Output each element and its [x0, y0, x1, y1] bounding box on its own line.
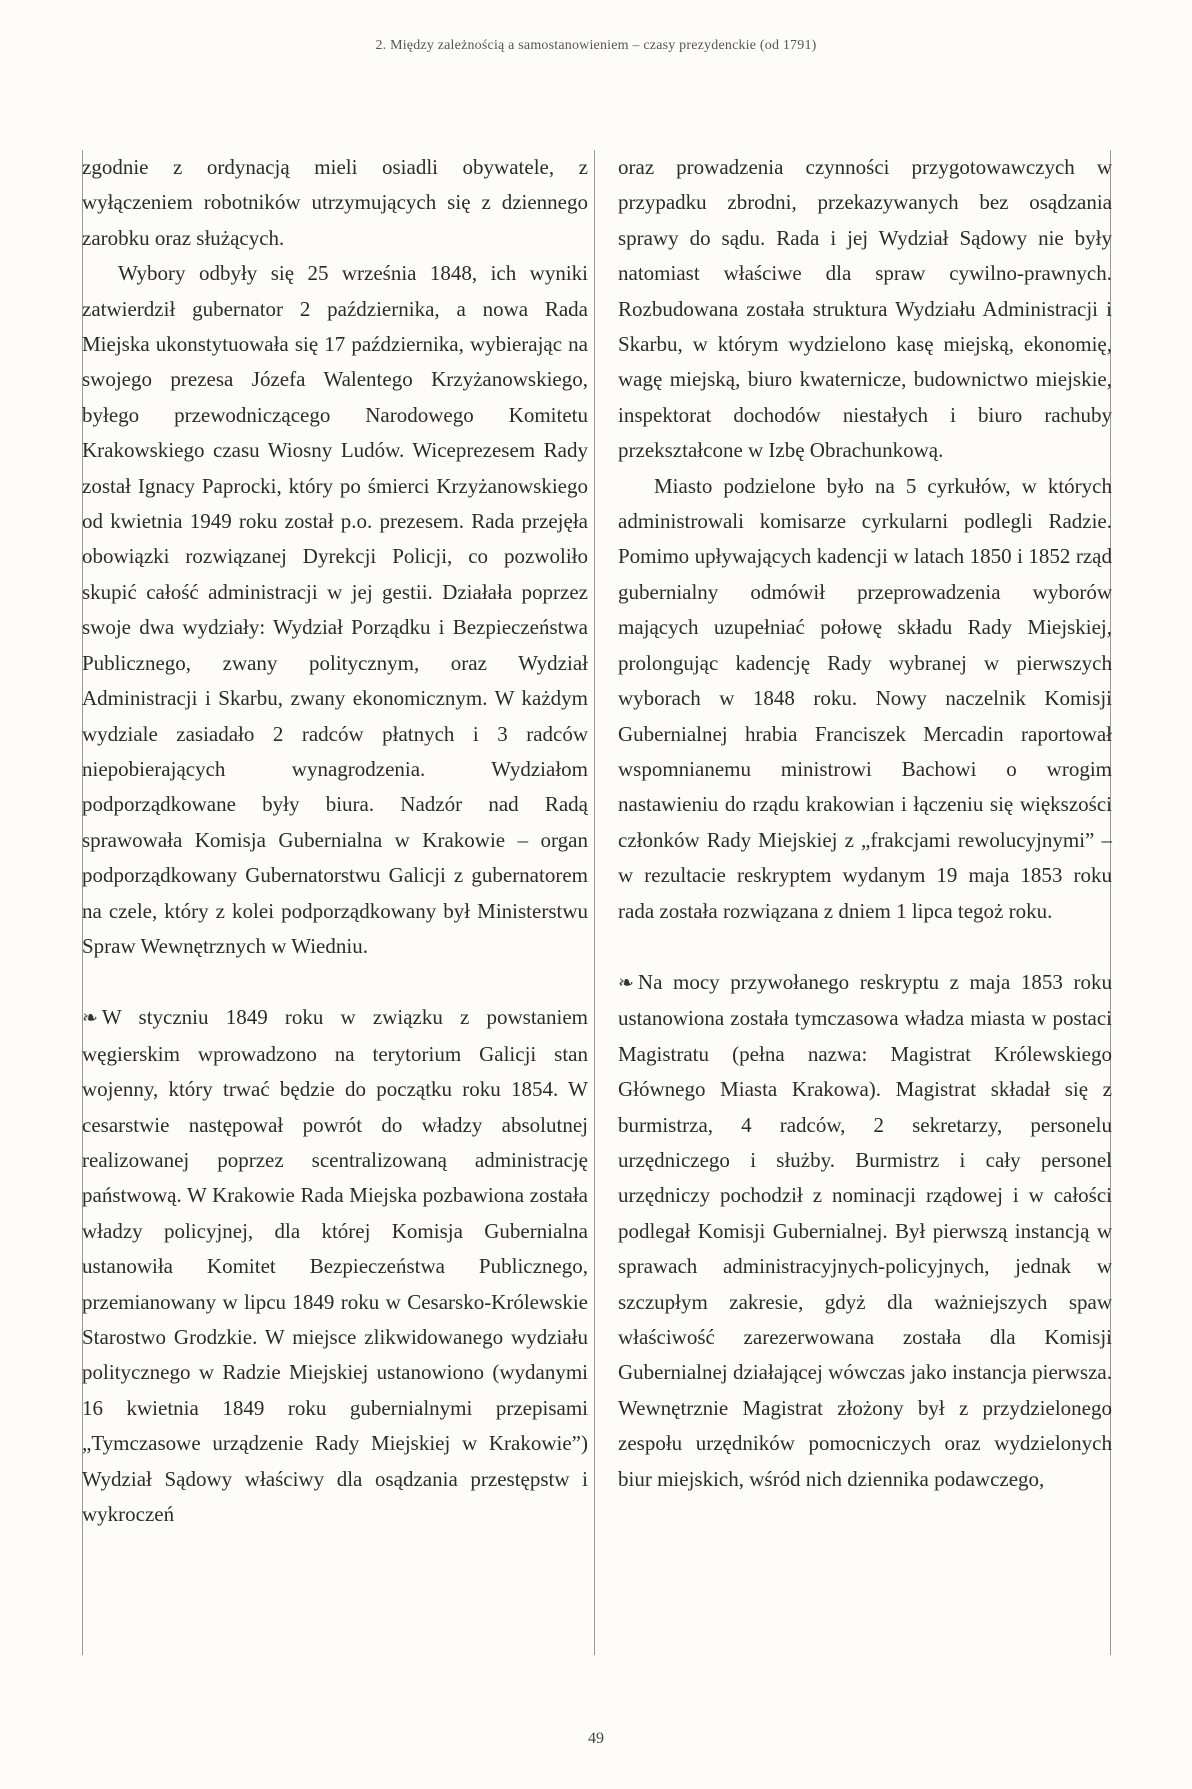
fleuron-icon: ❧: [618, 972, 634, 994]
section-gap: [82, 964, 588, 1000]
left-paragraph-1: zgodnie z ordynacją mieli osiadli obywatele, z wyłączeniem robotników utrzymujących się z dziennego zarobku oraz służących.: [82, 155, 588, 250]
left-paragraph-3-text: W styczniu 1849 roku w związku z powstaniem węgierskim wprowadzono na terytorium Galicji stan wojenny, który trwać będzie do początku roku 1854. W cesarstwie następował powrót do władzy absolutnej realizowanej poprzez scentralizowaną administrację państwową. W Krakowie Rada Miejska pozbawiona została władzy policyjnej, dla której Komisja Gubernialna ustanowiła Komitet Bezpieczeństwa Publicznego, przemianowany w lipcu 1849 roku w Cesarsko-Królewskie Starostwo Grodzkie. W miejsce zlikwidowanego wydziału politycznego w Radzie Miejskiej ustanowiono (wydanymi 16 kwietnia 1849 roku gubernialnymi przepisami „Tymczasowe urządzenie Rady Miejskiej w Krakowie”) Wydział Sądowy właściwy dla osądzania przestępstw i wykroczeń: [82, 1005, 588, 1527]
left-column: [82, 150, 600, 1655]
right-paragraph-3-text: Na mocy przywołanego reskryptu z maja 1853 roku ustanowiona została tymczasowa władza miasta w postaci Magistratu (pełna nazwa: Magistrat Królewskiego Głównego Miasta Krakowa). Magistrat składał się z burmistrza, 4 radców, 2 sekretarzy, personelu urzędniczego i służby. Burmistrz i cały personel urzędniczy pochodził z nominacji rządowej i w całości podlegał Komisji Gubernialnej. Był pierwszą instancją w sprawach administracyjnych-policyjnych, jednak w szczupłym zakresie, gdyż dla ważniejszych spaw właściwość zarezerwowana została dla Komisji Gubernialnej działającej wówczas jako instancja pierwsza. Wewnętrznie Magistrat złożony był z przydzielonego zespołu urzędników pomocniczych oraz wydzielonych biur miejskich, wśród nich dziennika podawczego,: [618, 969, 1112, 1491]
right-paragraph-1: oraz prowadzenia czynności przygotowawczych w przypadku zbrodni, przekazywanych bez osądzania sprawy do sądu. Rada i jej Wydział Sądowy nie były natomiast właściwe dla spraw cywilno-prawnych. Rozbudowana została struktura Wydziału Administracji i Skarbu, w którym wydzielono kasę miejską, ekonomię, wagę miejską, biuro kwaternicze, budownictwo miejskie, inspektorat dochodów niestałych i biuro rachuby przekształcone w Izbę Obrachunkową.: [618, 155, 1112, 463]
section-gap: [618, 929, 1112, 965]
running-head: 2. Między zależnością a samostanowieniem – czasy prezydenckie (od 1791): [375, 38, 817, 53]
page-number: 49: [588, 1730, 604, 1747]
left-paragraph-2: Wybory odbyły się 25 września 1848, ich wyniki zatwierdził gubernator 2 października, a nowa Rada Miejska ukonstytuowała się 17 października, wybierając na swojego prezesa Józefa Walentego Krzyżanowskiego, byłego przewodniczącego Narodowego Komitetu Krakowskiego czasu Wiosny Ludów. Wiceprezesem Rady został Ignacy Paprocki, który po śmierci Krzyżanowskiego od kwietnia 1949 roku został p.o. prezesem. Rada przejęła obowiązki rozwiązanej Dyrekcji Policji, co pozwoliło skupić całość administracji w jej gestii. Działała poprzez swoje dwa wydziały: Wydział Porządku i Bezpieczeństwa Publicznego, zwany politycznym, oraz Wydział Administracji i Skarbu, zwany ekonomicznym. W każdym wydziale zasiadało 2 radców płatnych i 3 radców niepobierających wynagrodzenia. Wydziałom podporządkowane były biura. Nadzór nad Radą sprawowała Komisja Gubernialna w Krakowie – organ podporządkowany Gubernatorstwu Galicji z gubernatorem na czele, który z kolei podporządkowany był Ministerstwu Spraw Wewnętrznych w Wiedniu.: [82, 261, 588, 958]
fleuron-icon: ❧: [82, 1008, 98, 1030]
right-paragraph-3: [618, 965, 1112, 1497]
left-paragraph-3: [82, 1000, 588, 1532]
right-paragraph-2: Miasto podzielone było na 5 cyrkułów, w których administrowali komisarze cyrkularni podlegli Radzie. Pomimo upływających kadencji w latach 1850 i 1852 rząd gubernialny odmówił przeprowadzenia wyborów mających uzupełniać połowę składu Rady Miejskiej, prolongując kadencję Rady wybranej w pierwszych wyborach w 1848 roku. Nowy naczelnik Komisji Gubernialnej hrabia Franciszek Mercadin raportował wspomnianemu ministrowi Bachowi o wrogim nastawieniu do rządu krakowian i łączeniu się większości członków Rady Miejskiej z „frakcjami rewolucyjnymi” – w rezultacie reskryptem wydanym 19 maja 1853 roku rada została rozwiązana z dniem 1 lipca tegoż roku.: [618, 473, 1112, 923]
right-column: [606, 150, 1112, 1655]
